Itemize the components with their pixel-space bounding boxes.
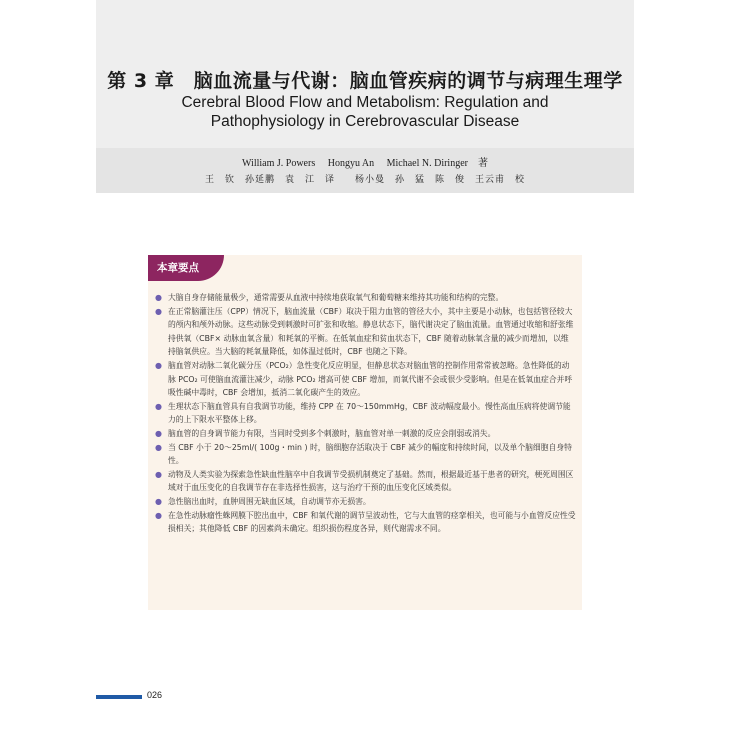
key-point-item xyxy=(154,291,576,305)
key-point-item xyxy=(154,427,576,441)
bullet-icon: ● xyxy=(155,496,162,506)
chapter-title-chinese: 第 3 章 脑血流量与代谢：脑血管疾病的调节与病理生理学 xyxy=(107,70,623,92)
key-point-text: 动物及人类实验为探索急性缺血性脑卒中自我调节受损机制奠定了基础。然而，根据最近基于患者的研究，梗死周围区域对于血压变化的自我调节存在非选择性损害，这与治疗干预的血压变化区域类似。 xyxy=(168,469,574,493)
key-point-item xyxy=(154,509,576,536)
bullet-icon: ● xyxy=(155,360,162,370)
key-point-item xyxy=(154,468,576,495)
authors-english: William J. Powers Hongyu An Michael N. Diringer 著 xyxy=(242,158,488,169)
key-points-heading: 本章要点 xyxy=(157,262,199,274)
key-point-text: 大脑自身存储能量极少，通常需要从血液中持续地获取氧气和葡萄糖来维持其功能和结构的完整。 xyxy=(168,293,504,302)
title-en-line-1: Cerebral Blood Flow and Metabolism: Regulation and xyxy=(181,94,549,111)
key-point-text: 生理状态下脑血管具有自我调节功能，维持 CPP 在 70～150mmHg，CBF 波动幅度最小。慢性高血压病将使调节能力的上下限水平整体上移。 xyxy=(168,401,571,425)
bullet-icon: ● xyxy=(155,293,162,302)
bullet-icon: ● xyxy=(155,306,162,316)
key-point-text: 脑血管的自身调节能力有限，当同时受到多个刺激时，脑血管对单一刺激的反应会削弱或消失。 xyxy=(168,428,496,438)
title-en-line-2: Pathophysiology in Cerebrovascular Disease xyxy=(210,113,520,130)
footer-bar xyxy=(96,695,142,699)
key-point-text: 当 CBF 小于 20～25ml/( 100g・min ) 时，脑细胞存活取决于 CBF 减少的幅度和持续时间，以及单个脑细胞自身特性。 xyxy=(168,442,572,466)
key-points-list xyxy=(154,291,576,536)
chapter-title-english xyxy=(96,93,634,131)
key-point-text: 在正常脑灌注压（CPP）情况下，脑血流量（CBF）取决于阻力血管的管径大小，其中主要是小动脉，也包括管径较大的颅内和颅外动脉。这些动脉受到刺激时可扩张和收缩。静息状态下，脑代谢决定了脑血流量。血管通过收缩和舒张维持供氧（CBF× 动脉血氧含量）和耗氧的平衡。在低氧血症和贫血状态下，CBF 随着动脉氧含量的减少而增加，以维持脑氧供应。当大脑的耗氧量降低，如体温过低时，CBF 也随之下降。 xyxy=(168,306,574,357)
page-number: 026 xyxy=(147,690,163,700)
key-point-item xyxy=(154,359,576,400)
key-point-item xyxy=(154,400,576,427)
key-point-item xyxy=(154,495,576,509)
translators-chinese: 王 钦 孙延鹏 袁 江 译 杨小曼 孙 猛 陈 俊 王云甫 校 xyxy=(204,175,525,185)
bullet-icon: ● xyxy=(155,469,162,479)
key-point-text: 脑血管对动脉二氧化碳分压（PCO₂）急性变化反应明显，但静息状态对脑血管的控制作用常常被忽略。急性降低的动脉 PCO₂ 可使脑血流灌注减少，动脉 PCO₂ 增高可使 CBF 增加，而氧代谢不会或很少受影响。但是在低氧血症合并呼吸性碱中毒时，CBF 会增加，抵消二氧化碳产生的效应。 xyxy=(168,360,573,398)
bullet-icon: ● xyxy=(155,442,162,452)
bullet-icon: ● xyxy=(155,428,162,438)
key-point-item xyxy=(154,305,576,359)
key-point-text: 急性脑出血时，血肿周围无缺血区域，自动调节亦无损害。 xyxy=(168,496,371,506)
bullet-icon: ● xyxy=(155,401,162,411)
key-point-text: 在急性动脉瘤性蛛网膜下腔出血中，CBF 和氧代谢的调节呈波动性，它与大血管的痉挛相关，也可能与小血管反应性受损相关；其他降低 CBF 的因素尚未确定。组织损伤程度各异，则代谢需求不同。 xyxy=(168,510,576,534)
bullet-icon: ● xyxy=(155,510,162,520)
key-point-item xyxy=(154,441,576,468)
